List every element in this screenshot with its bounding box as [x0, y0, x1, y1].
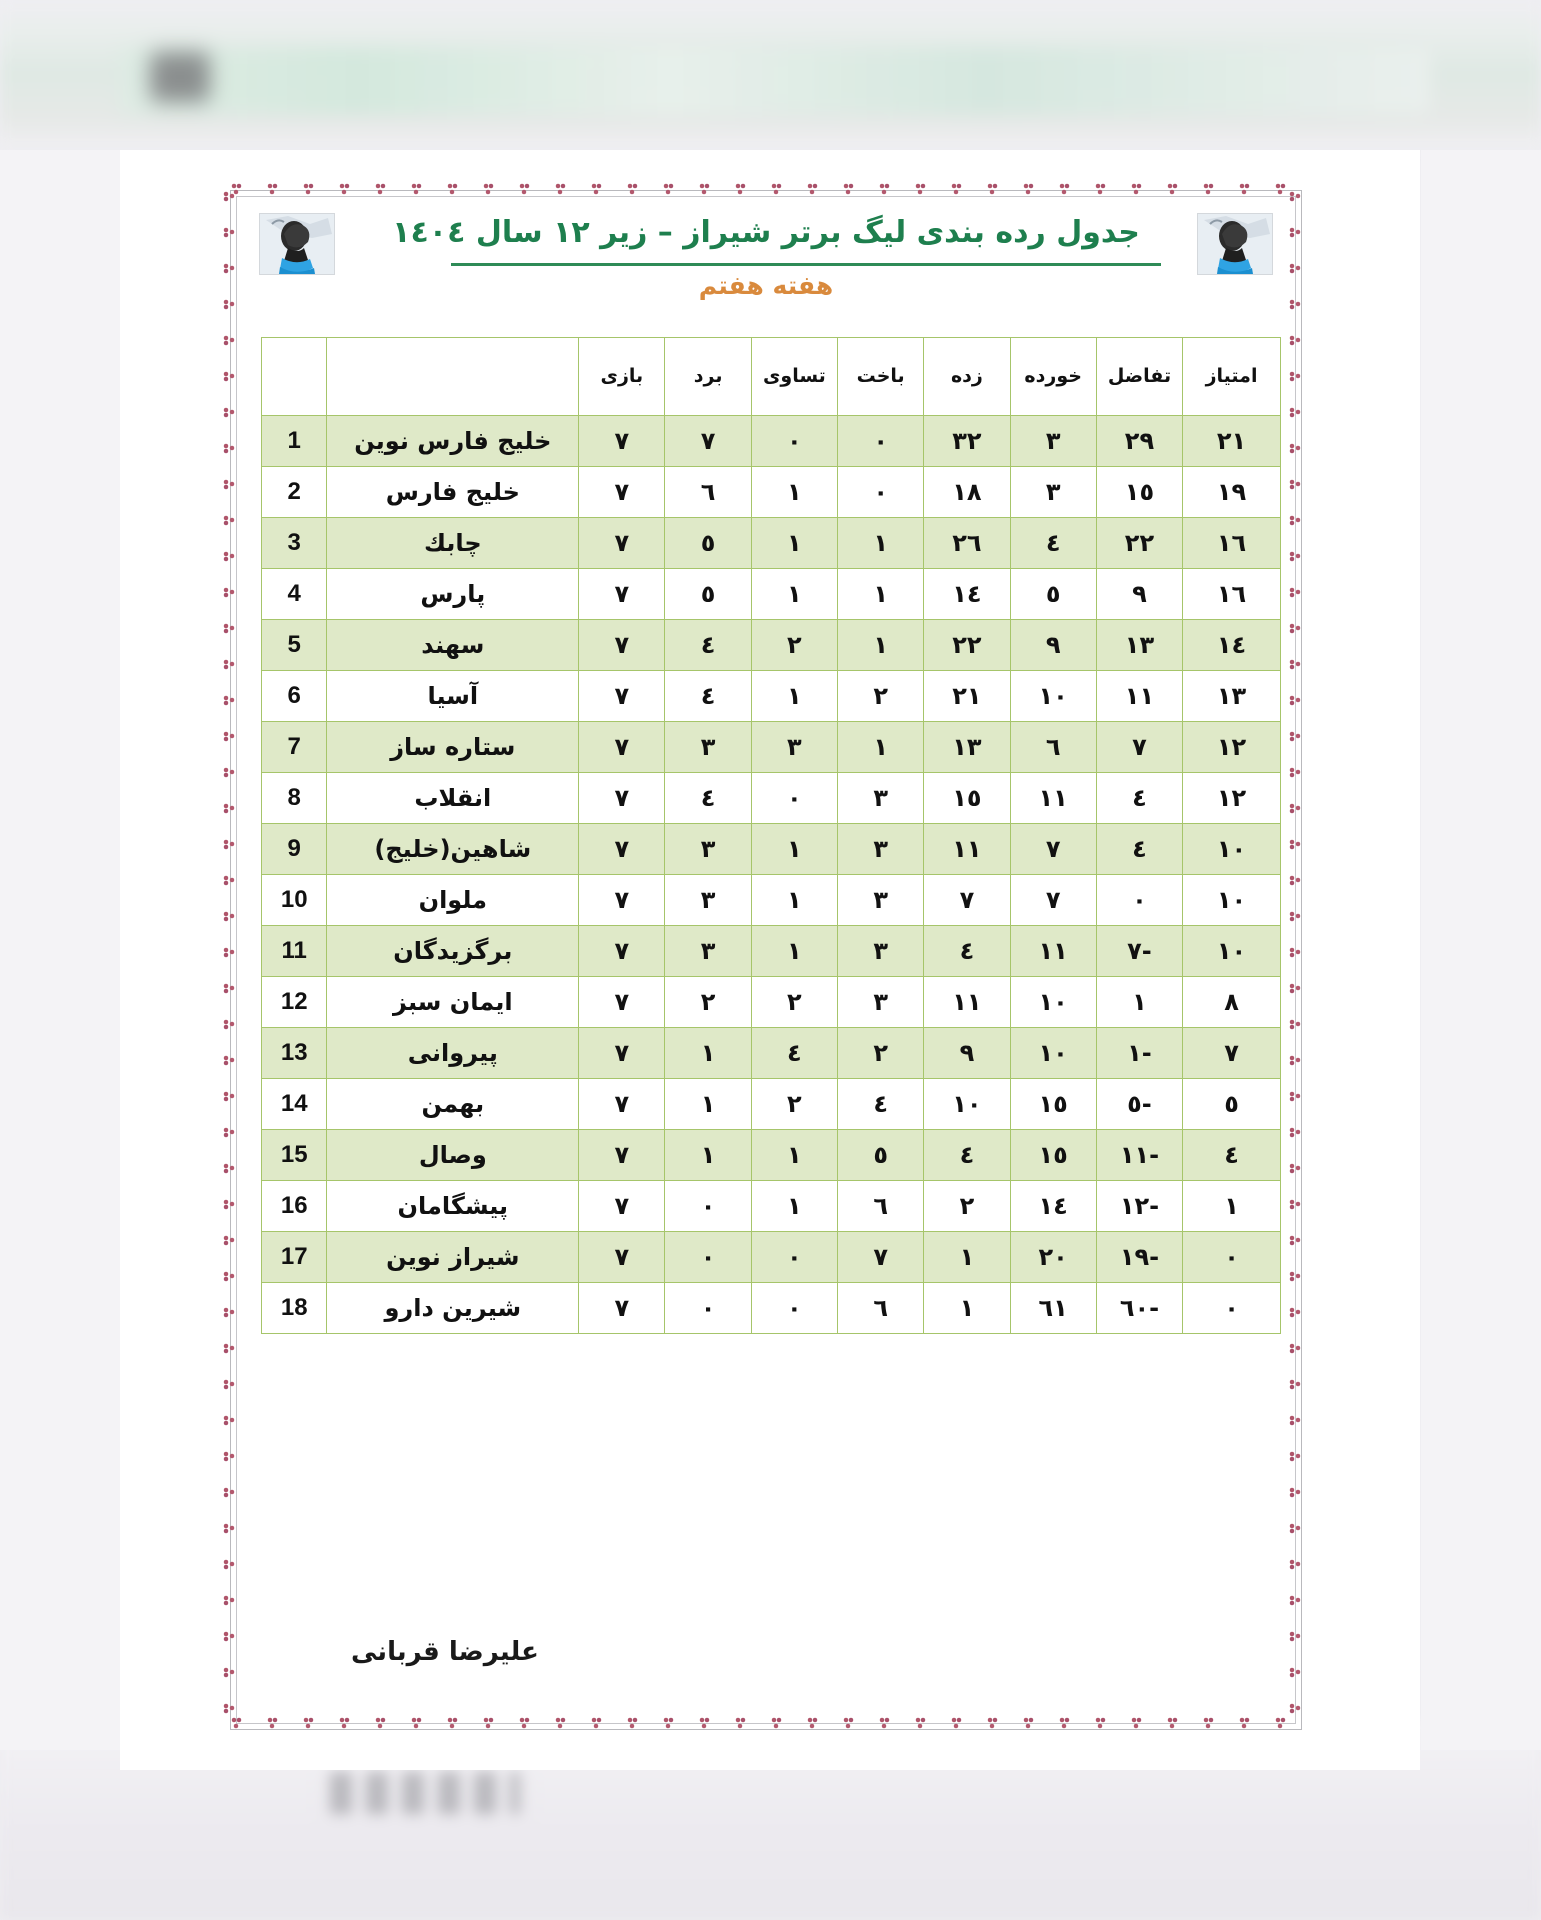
cell-draws: ۱: [751, 569, 837, 620]
cell-games: ۷: [579, 467, 665, 518]
cell-points: ٤: [1183, 1130, 1281, 1181]
cell-rank: 18: [262, 1283, 327, 1334]
ornament-right-column: [1288, 191, 1310, 1729]
cell-goal-diff: ٤: [1096, 824, 1182, 875]
cell-team-name: ایمان سبز: [327, 977, 579, 1028]
page-title: جدول رده بندی لیگ برتر شیراز – زیر ۱۲ سال ۱٤۰٤: [392, 215, 1140, 250]
cell-goals-against: ۱۰: [1010, 671, 1096, 722]
cell-goals-for: ۹: [924, 1028, 1010, 1079]
table-row: [262, 416, 1281, 467]
cell-goal-diff: ۱۳: [1096, 620, 1182, 671]
cell-draws: ۱: [751, 875, 837, 926]
cell-points: ۲۱: [1183, 416, 1281, 467]
cell-draws: ۱: [751, 467, 837, 518]
cell-points: ۱۳: [1183, 671, 1281, 722]
cell-goal-diff: ۱: [1096, 977, 1182, 1028]
cell-games: ۷: [579, 1283, 665, 1334]
cell-goal-diff: ۰: [1096, 875, 1182, 926]
cell-goal-diff: -٦۰: [1096, 1283, 1182, 1334]
col-header-team: [327, 338, 579, 416]
table-row: [262, 467, 1281, 518]
cell-rank: 9: [262, 824, 327, 875]
cell-goals-for: ۱۸: [924, 467, 1010, 518]
cell-draws: ۰: [751, 1283, 837, 1334]
table-row: [262, 977, 1281, 1028]
cell-goal-diff: -۱۹: [1096, 1232, 1182, 1283]
cell-team-name: شیراز نوین: [327, 1232, 579, 1283]
background-band: [120, 48, 1430, 114]
logo-left: [259, 213, 335, 275]
table-row: [262, 1283, 1281, 1334]
cell-goals-for: ۱۳: [924, 722, 1010, 773]
cell-points: ۱۲: [1183, 773, 1281, 824]
cell-draws: ۱: [751, 671, 837, 722]
cell-team-name: بهمن: [327, 1079, 579, 1130]
cell-goal-diff: ۲۲: [1096, 518, 1182, 569]
col-header-rank: [262, 338, 327, 416]
table-row: [262, 569, 1281, 620]
cell-rank: 13: [262, 1028, 327, 1079]
cell-goals-against: ۱۱: [1010, 926, 1096, 977]
col-header-games: بازی: [579, 338, 665, 416]
cell-losses: ۰: [838, 467, 924, 518]
cell-goal-diff: -۱۱: [1096, 1130, 1182, 1181]
cell-draws: ۰: [751, 773, 837, 824]
cell-team-name: خلیج فارس: [327, 467, 579, 518]
cell-points: ۷: [1183, 1028, 1281, 1079]
cell-draws: ۱: [751, 1130, 837, 1181]
cell-losses: ٦: [838, 1181, 924, 1232]
cell-goals-for: ۷: [924, 875, 1010, 926]
cell-goal-diff: -۷: [1096, 926, 1182, 977]
table-row: [262, 875, 1281, 926]
cell-team-name: خلیج فارس نوین: [327, 416, 579, 467]
logo-right: [1197, 213, 1273, 275]
cell-goals-against: ۱۱: [1010, 773, 1096, 824]
cell-rank: 4: [262, 569, 327, 620]
cell-games: ۷: [579, 1232, 665, 1283]
cell-team-name: آسیا: [327, 671, 579, 722]
cell-goal-diff: -٥: [1096, 1079, 1182, 1130]
cell-points: ۱٦: [1183, 569, 1281, 620]
cell-goals-against: ٤: [1010, 518, 1096, 569]
table-row: [262, 926, 1281, 977]
standings-table: [261, 337, 1281, 1334]
cell-goals-against: ۳: [1010, 416, 1096, 467]
table-row: [262, 620, 1281, 671]
cell-draws: ۲: [751, 620, 837, 671]
cell-goals-against: ۷: [1010, 875, 1096, 926]
cell-team-name: شیرین دارو: [327, 1283, 579, 1334]
cell-games: ۷: [579, 926, 665, 977]
cell-rank: 10: [262, 875, 327, 926]
cell-games: ۷: [579, 977, 665, 1028]
page-subtitle: هفته هفتم: [698, 271, 834, 300]
cell-rank: 5: [262, 620, 327, 671]
table-row: [262, 824, 1281, 875]
cell-goals-for: ۱٤: [924, 569, 1010, 620]
cell-losses: ٦: [838, 1283, 924, 1334]
cell-losses: ۱: [838, 620, 924, 671]
cell-games: ۷: [579, 569, 665, 620]
cell-draws: ۰: [751, 1232, 837, 1283]
cell-goal-diff: ۷: [1096, 722, 1182, 773]
cell-team-name: پارس: [327, 569, 579, 620]
cell-goals-for: ۲: [924, 1181, 1010, 1232]
cell-wins: ۳: [665, 926, 751, 977]
col-header-draws: تساوی: [751, 338, 837, 416]
cell-points: ۰: [1183, 1232, 1281, 1283]
table-row: [262, 1028, 1281, 1079]
cell-wins: ٤: [665, 671, 751, 722]
cell-team-name: ملوان: [327, 875, 579, 926]
cell-rank: 12: [262, 977, 327, 1028]
cell-goals-for: ۱۱: [924, 977, 1010, 1028]
cell-wins: ۰: [665, 1283, 751, 1334]
cell-losses: ۱: [838, 722, 924, 773]
cell-goals-against: ۱۰: [1010, 1028, 1096, 1079]
cell-wins: ٦: [665, 467, 751, 518]
ornament-top-row: [231, 182, 1301, 204]
cell-goals-for: ۱: [924, 1232, 1010, 1283]
cell-team-name: برگزیدگان: [327, 926, 579, 977]
background-blur-top: [0, 0, 1541, 150]
cell-losses: ٤: [838, 1079, 924, 1130]
author-signature: علیرضا قربانی: [351, 1637, 539, 1667]
cell-wins: ۱: [665, 1028, 751, 1079]
cell-wins: ۰: [665, 1232, 751, 1283]
cell-points: ۱۰: [1183, 875, 1281, 926]
cell-games: ۷: [579, 1079, 665, 1130]
title-underline: [451, 263, 1161, 266]
background-text-blur: [330, 1772, 520, 1814]
cell-wins: ٥: [665, 569, 751, 620]
cell-goals-for: ۱۱: [924, 824, 1010, 875]
cell-losses: ۱: [838, 518, 924, 569]
cell-wins: ٥: [665, 518, 751, 569]
cell-wins: ٤: [665, 620, 751, 671]
cell-rank: 7: [262, 722, 327, 773]
cell-wins: ۳: [665, 824, 751, 875]
col-header-wins: برد: [665, 338, 751, 416]
cell-goals-against: ٥: [1010, 569, 1096, 620]
cell-goal-diff: -۱۲: [1096, 1181, 1182, 1232]
cell-goals-against: ۲۰: [1010, 1232, 1096, 1283]
cell-games: ۷: [579, 875, 665, 926]
cell-team-name: ستاره ساز: [327, 722, 579, 773]
ornament-left-column: [222, 191, 244, 1729]
cell-draws: ۱: [751, 824, 837, 875]
col-header-goals-against: خورده: [1010, 338, 1096, 416]
cell-losses: ۳: [838, 824, 924, 875]
cell-goal-diff: ۱۱: [1096, 671, 1182, 722]
cell-points: ۸: [1183, 977, 1281, 1028]
cell-games: ۷: [579, 620, 665, 671]
cell-rank: 15: [262, 1130, 327, 1181]
cell-draws: ۲: [751, 977, 837, 1028]
cell-losses: ۲: [838, 1028, 924, 1079]
document-sheet: [120, 150, 1420, 1770]
cell-wins: ۲: [665, 977, 751, 1028]
cell-games: ۷: [579, 824, 665, 875]
cell-rank: 1: [262, 416, 327, 467]
cell-rank: 8: [262, 773, 327, 824]
table-row: [262, 1232, 1281, 1283]
table-row: [262, 1079, 1281, 1130]
cell-rank: 11: [262, 926, 327, 977]
cell-goal-diff: ٤: [1096, 773, 1182, 824]
page-margin-left: [0, 150, 120, 1750]
cell-losses: ۰: [838, 416, 924, 467]
cell-points: ۰: [1183, 1283, 1281, 1334]
cell-goal-diff: ۹: [1096, 569, 1182, 620]
col-header-points: امتیاز: [1183, 338, 1281, 416]
cell-points: ۱۰: [1183, 926, 1281, 977]
background-smudge: [150, 52, 210, 102]
cell-goals-against: ۱٥: [1010, 1130, 1096, 1181]
cell-games: ۷: [579, 671, 665, 722]
cell-points: ۱٤: [1183, 620, 1281, 671]
cell-draws: ۲: [751, 1079, 837, 1130]
cell-goal-diff: ۱٥: [1096, 467, 1182, 518]
ornament-bottom-row: [231, 1716, 1301, 1738]
cell-points: ۱۲: [1183, 722, 1281, 773]
cell-team-name: وصال: [327, 1130, 579, 1181]
cell-goals-against: ۳: [1010, 467, 1096, 518]
cell-losses: ۳: [838, 977, 924, 1028]
cell-goal-diff: ۲۹: [1096, 416, 1182, 467]
decorative-border: [230, 190, 1302, 1730]
cell-points: ۱٦: [1183, 518, 1281, 569]
cell-games: ۷: [579, 773, 665, 824]
cell-goals-for: ۳۲: [924, 416, 1010, 467]
table-head: [262, 338, 1281, 416]
cell-wins: ۱: [665, 1079, 751, 1130]
cell-wins: ٤: [665, 773, 751, 824]
cell-games: ۷: [579, 416, 665, 467]
cell-team-name: پیشگامان: [327, 1181, 579, 1232]
table-header-row: [262, 338, 1281, 416]
cell-games: ۷: [579, 722, 665, 773]
cell-wins: ۱: [665, 1130, 751, 1181]
cell-losses: ٥: [838, 1130, 924, 1181]
cell-losses: ۳: [838, 773, 924, 824]
table-row: [262, 518, 1281, 569]
cell-goals-against: ٦۱: [1010, 1283, 1096, 1334]
table-row: [262, 773, 1281, 824]
cell-wins: ۳: [665, 875, 751, 926]
cell-losses: ۳: [838, 926, 924, 977]
cell-draws: ۱: [751, 1181, 837, 1232]
cell-wins: ۰: [665, 1181, 751, 1232]
cell-team-name: پیروانی: [327, 1028, 579, 1079]
cell-rank: 17: [262, 1232, 327, 1283]
cell-team-name: چابك: [327, 518, 579, 569]
cell-losses: ۲: [838, 671, 924, 722]
cell-goals-for: ٤: [924, 926, 1010, 977]
cell-goals-for: ۲۲: [924, 620, 1010, 671]
cell-goals-against: ۱٤: [1010, 1181, 1096, 1232]
cell-team-name: شاهین(خلیج): [327, 824, 579, 875]
cell-rank: 2: [262, 467, 327, 518]
cell-goal-diff: -۱: [1096, 1028, 1182, 1079]
cell-games: ۷: [579, 1028, 665, 1079]
cell-rank: 14: [262, 1079, 327, 1130]
cell-draws: ۱: [751, 518, 837, 569]
cell-goals-against: ۱۰: [1010, 977, 1096, 1028]
cell-losses: ۱: [838, 569, 924, 620]
cell-wins: ۳: [665, 722, 751, 773]
cell-goals-against: ۹: [1010, 620, 1096, 671]
cell-goals-against: ۷: [1010, 824, 1096, 875]
col-header-goals-for: زده: [924, 338, 1010, 416]
cell-rank: 6: [262, 671, 327, 722]
table-row: [262, 1181, 1281, 1232]
cell-losses: ۷: [838, 1232, 924, 1283]
table-row: [262, 722, 1281, 773]
cell-losses: ۳: [838, 875, 924, 926]
table-row: [262, 671, 1281, 722]
document-header: [251, 205, 1281, 325]
page-margin-right: [1421, 150, 1541, 1750]
cell-team-name: انقلاب: [327, 773, 579, 824]
cell-games: ۷: [579, 1130, 665, 1181]
cell-games: ۷: [579, 518, 665, 569]
cell-draws: ۰: [751, 416, 837, 467]
cell-points: ۱۰: [1183, 824, 1281, 875]
cell-points: ٥: [1183, 1079, 1281, 1130]
cell-games: ۷: [579, 1181, 665, 1232]
cell-points: ۱: [1183, 1181, 1281, 1232]
cell-draws: ۳: [751, 722, 837, 773]
cell-goals-for: ۱: [924, 1283, 1010, 1334]
cell-goals-for: ۱٥: [924, 773, 1010, 824]
cell-team-name: سهند: [327, 620, 579, 671]
col-header-losses: باخت: [838, 338, 924, 416]
cell-goals-for: ۱۰: [924, 1079, 1010, 1130]
cell-wins: ۷: [665, 416, 751, 467]
cell-rank: 16: [262, 1181, 327, 1232]
standings-table-wrapper: [261, 337, 1281, 1334]
cell-goals-for: ۲٦: [924, 518, 1010, 569]
cell-goals-against: ۱٥: [1010, 1079, 1096, 1130]
cell-goals-for: ٤: [924, 1130, 1010, 1181]
cell-goals-for: ۲۱: [924, 671, 1010, 722]
cell-points: ۱۹: [1183, 467, 1281, 518]
table-row: [262, 1130, 1281, 1181]
col-header-goal-diff: تفاضل: [1096, 338, 1182, 416]
cell-rank: 3: [262, 518, 327, 569]
cell-draws: ٤: [751, 1028, 837, 1079]
cell-draws: ۱: [751, 926, 837, 977]
table-body: [262, 416, 1281, 1334]
cell-goals-against: ٦: [1010, 722, 1096, 773]
